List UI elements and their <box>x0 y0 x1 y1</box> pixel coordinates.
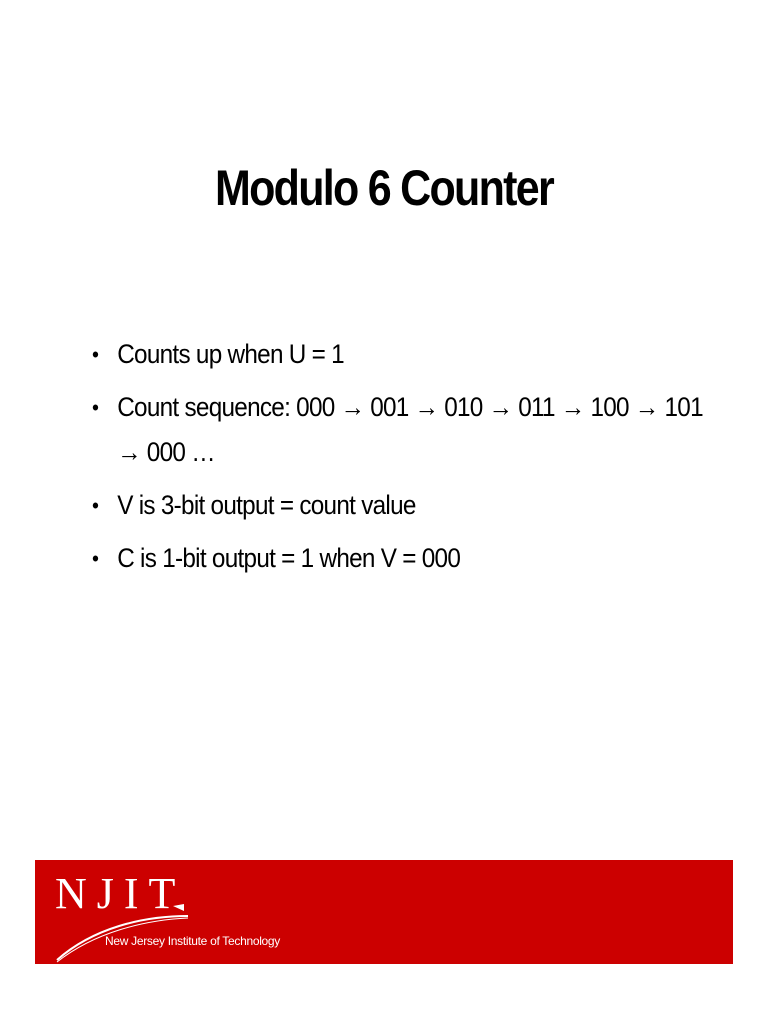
bullet-text: V is 3-bit output = count value <box>117 490 416 520</box>
bullet-symbol: • <box>92 395 99 420</box>
bullet-symbol: • <box>92 342 99 367</box>
bullet-symbol: • <box>92 546 99 571</box>
bullet-item <box>92 332 711 377</box>
bullet-item <box>92 385 711 475</box>
bullet-text: C is 1-bit output = 1 when V = 000 <box>117 543 461 573</box>
logo-letters: NJIT <box>55 869 186 918</box>
bullet-item <box>92 536 711 581</box>
bullet-symbol: • <box>92 493 99 518</box>
bullet-text: Count sequence: 000 → 001 → 010 → 011 → 100 → 101 → 000 … <box>117 392 703 467</box>
slide-title: Modulo 6 Counter <box>215 160 553 216</box>
footer-band <box>35 860 733 964</box>
bullet-text: Counts up when U = 1 <box>117 339 344 369</box>
logo-tagline: New Jersey Institute of Technology <box>105 934 281 948</box>
bullet-item <box>92 483 711 528</box>
bullet-list <box>92 332 712 589</box>
njit-logo <box>53 868 281 960</box>
